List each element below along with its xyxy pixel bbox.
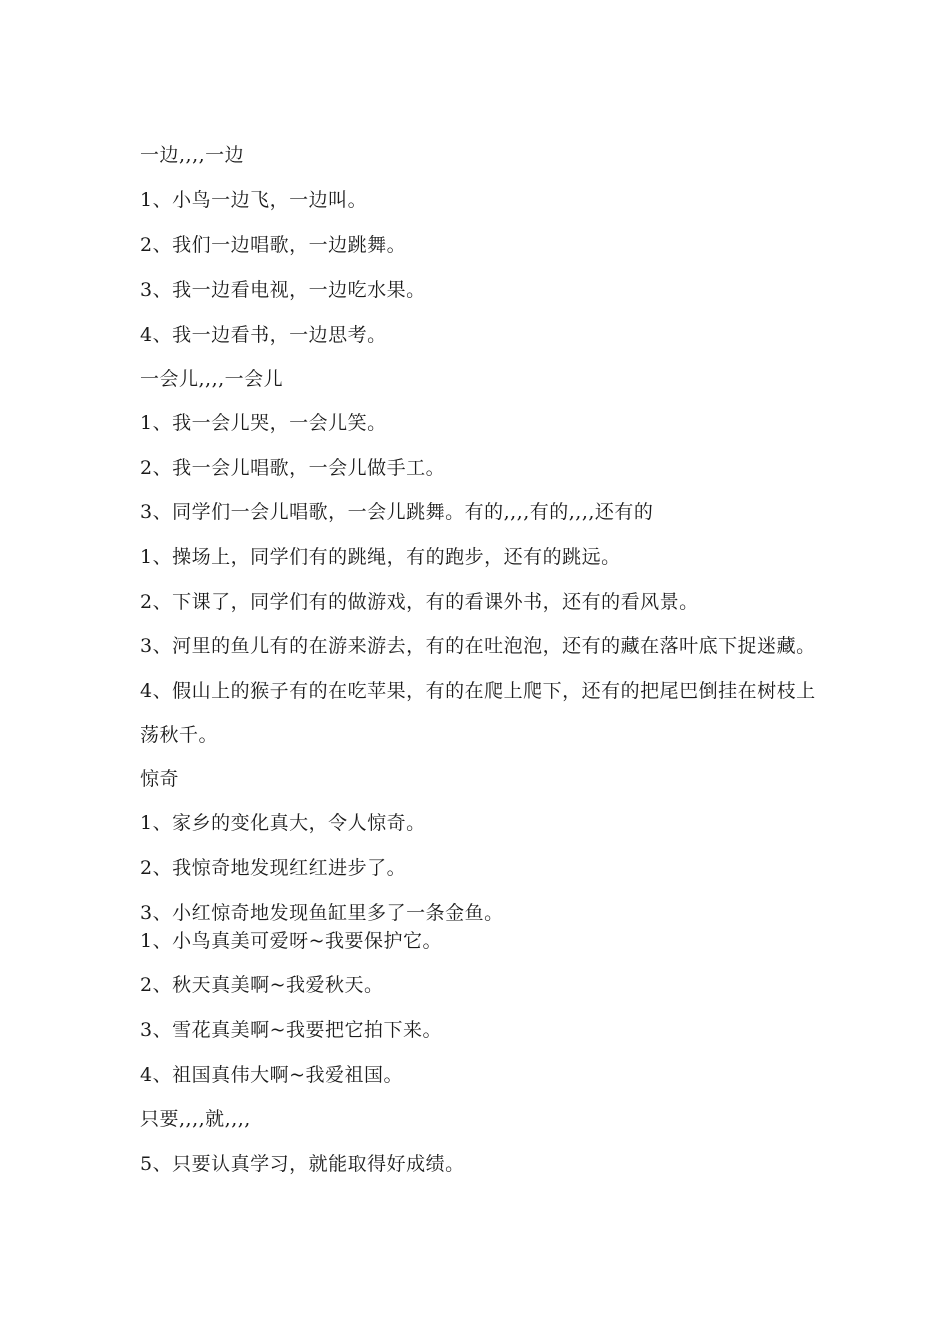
heading-jingqi: 惊奇 — [140, 768, 180, 790]
text-line: 1、家乡的变化真大，令人惊奇。 — [140, 812, 426, 834]
text-line: 3、小红惊奇地发现鱼缸里多了一条金鱼。 — [140, 902, 504, 924]
text-line: 荡秋千。 — [140, 724, 219, 746]
text-line: 2、我一会儿唱歌，一会儿做手工。 — [140, 457, 446, 479]
text-line: 3、我一边看电视，一边吃水果。 — [140, 279, 426, 301]
text-line: 5、只要认真学习，就能取得好成绩。 — [140, 1153, 465, 1175]
heading-zhiyao: 只要,,,,就,,,, — [140, 1108, 251, 1130]
text-line: 1、小鸟一边飞，一边叫。 — [140, 189, 368, 211]
text-line: 1、小鸟真美可爱呀~我要保护它。 — [140, 930, 443, 952]
text-line: 2、下课了，同学们有的做游戏，有的看课外书，还有的看风景。 — [140, 591, 699, 613]
text-line: 3、雪花真美啊~我要把它拍下来。 — [140, 1019, 443, 1041]
text-line: 2、我惊奇地发现红红进步了。 — [140, 857, 407, 879]
text-line: 2、秋天真美啊~我爱秋天。 — [140, 974, 384, 996]
heading-yihuier: 一会儿,,,,一会儿 — [140, 368, 284, 390]
heading-yibian: 一边,,,,一边 — [140, 144, 245, 166]
text-line: 4、假山上的猴子有的在吃苹果，有的在爬上爬下，还有的把尾巴倒挂在树枝上 — [140, 680, 816, 702]
text-line: 4、祖国真伟大啊~我爱祖国。 — [140, 1064, 404, 1086]
text-line: 4、我一边看书，一边思考。 — [140, 324, 387, 346]
text-line: 2、我们一边唱歌，一边跳舞。 — [140, 234, 407, 256]
text-line: 1、操场上，同学们有的跳绳，有的跑步，还有的跳远。 — [140, 546, 621, 568]
text-line: 3、同学们一会儿唱歌，一会儿跳舞。有的,,,,有的,,,,还有的 — [140, 501, 654, 523]
text-line: 1、我一会儿哭，一会儿笑。 — [140, 412, 387, 434]
text-line: 3、河里的鱼儿有的在游来游去，有的在吐泡泡，还有的藏在落叶底下捉迷藏。 — [140, 635, 816, 657]
